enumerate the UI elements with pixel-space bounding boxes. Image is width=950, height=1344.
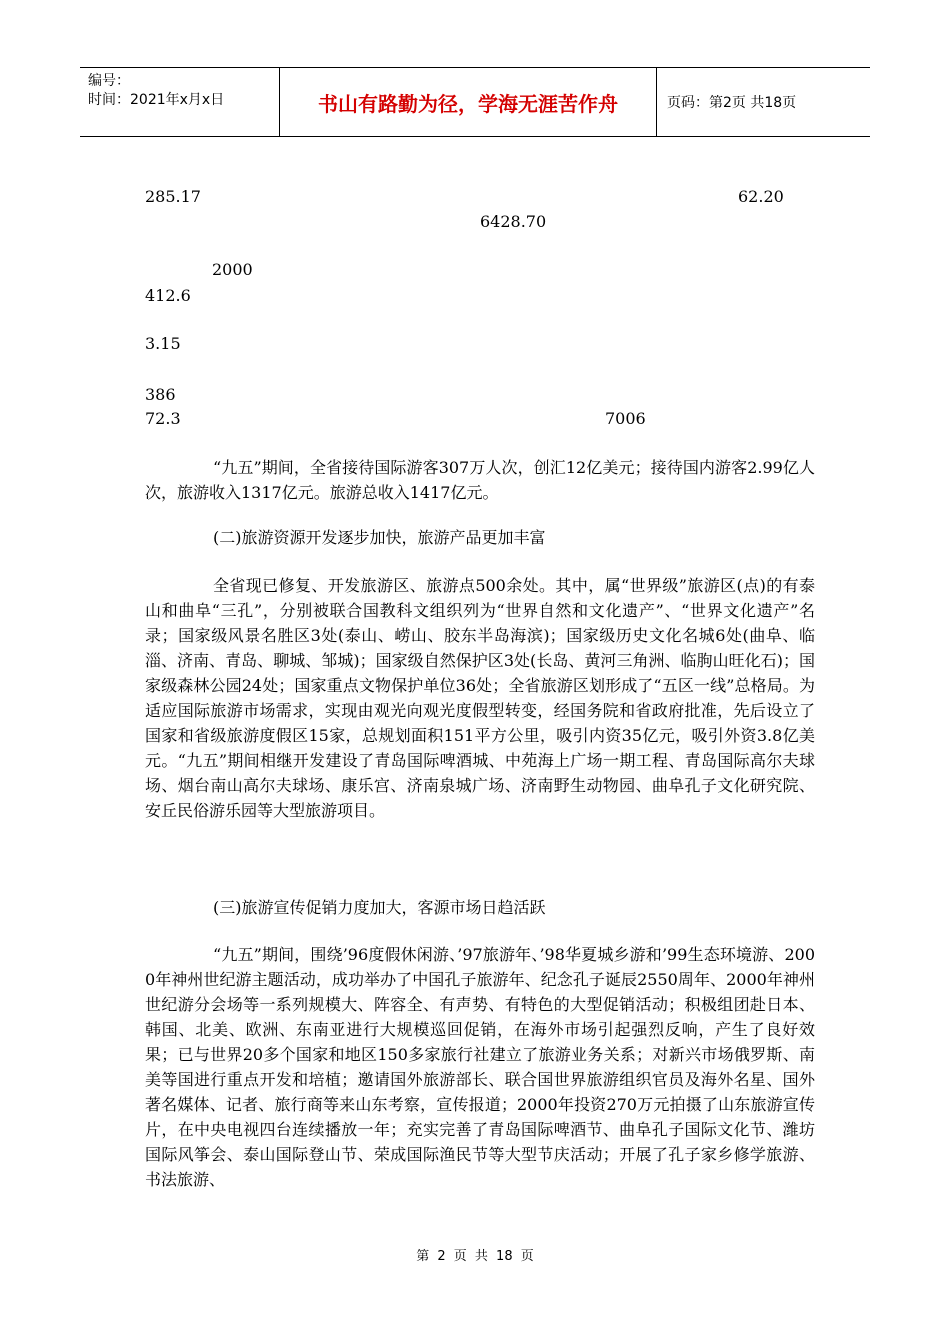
number-3-15: 3.15 <box>145 334 181 353</box>
number-7006: 7006 <box>605 409 646 428</box>
header-motto: 书山有路勤为径，学海无涯苦作舟 <box>280 68 657 136</box>
paragraph-summary: “九五”期间，全省接待国际游客307万人次，创汇12亿美元；接待国内游客2.99亿人次，旅游收入1317亿元。旅游总收入1417亿元。 <box>145 458 815 502</box>
page-footer: 第 2 页 共 18 页 <box>416 1249 534 1264</box>
section-heading-2: (二)旅游资源开发逐步加快，旅游产品更加丰富 <box>213 528 546 547</box>
header-page-info: 页码：第2页 共18页 <box>667 95 797 111</box>
number-285-17: 285.17 <box>145 187 201 206</box>
paragraph-resources: 全省现已修复、开发旅游区、旅游点500余处。其中，属“世界级”旅游区(点)的有泰山和曲阜“三孔”，分别被联合国教科文组织列为“世界自然和文化遗产”、“世界文化遗产”名录；国家级风景名胜区3处(泰山、崂山、胶东半岛海滨)；国家级历史文化名城6处(曲阜、临淄、济南、青岛、聊城、邹城)；国家级自然保护区3处(长岛、黄河三角洲、临朐山旺化石)；国家级森林公园24处；国家重点文物保护单位36处；全省旅游区划形成了“五区一线”总格局。为适应国际旅游市场需求，实现由观光向观光度假型转变，经国务院和省政府批准，先后设立了国家和省级旅游度假区15家，总规划面积151平方公里，吸引内资35亿元，吸引外资3.8亿美元。“九五”期间相继开发建设了青岛国际啤酒城、中苑海上广场一期工程、青岛国际高尔夫球场、烟台南山高尔夫球场、康乐宫、济南泉城广场、济南野生动物园、曲阜孔子文化研究院、安丘民俗游乐园等大型旅游项目。 <box>145 576 815 820</box>
number-386: 386 <box>145 385 176 404</box>
section-heading-3: (三)旅游宣传促销力度加大，客源市场日趋活跃 <box>213 898 546 917</box>
page-header <box>80 67 870 137</box>
number-72-3: 72.3 <box>145 409 181 428</box>
number-412-6: 412.6 <box>145 286 191 305</box>
paragraph-promotion: “九五”期间，围绕’96度假休闲游、’97旅游年、’98华夏城乡游和’99生态环境游、2000年神州世纪游主题活动，成功举办了中国孔子旅游年、纪念孔子诞辰2550周年、2000年神州世纪游分会场等一系列规模大、阵容全、有声势、有特色的大型促销活动；积极组团赴日本、韩国、北美、欧洲、东南亚进行大规模巡回促销，在海外市场引起强烈反响，产生了良好效果；已与世界20多个国家和地区150多家旅行社建立了旅游业务关系；对新兴市场俄罗斯、南美等国进行重点开发和培植；邀请国外旅游部长、联合国世界旅游组织官员及海外名星、国外著名媒体、记者、旅行商等来山东考察，宣传报道；2000年投资270万元拍摄了山东旅游宣传片，在中央电视四台连续播放一年；充实完善了青岛国际啤酒节、曲阜孔子国际文化节、潍坊国际风筝会、泰山国际登山节、荣成国际渔民节等大型节庆活动；开展了孔子家乡修学旅游、书法旅游、 <box>145 945 815 1189</box>
number-2000: 2000 <box>212 260 253 279</box>
number-6428-70: 6428.70 <box>480 212 547 231</box>
header-meta <box>80 68 280 136</box>
document-date-label: 时间：2021年x月x日 <box>88 92 225 108</box>
number-62-20: 62.20 <box>738 187 784 206</box>
document-number-label: 编号： <box>88 73 130 89</box>
